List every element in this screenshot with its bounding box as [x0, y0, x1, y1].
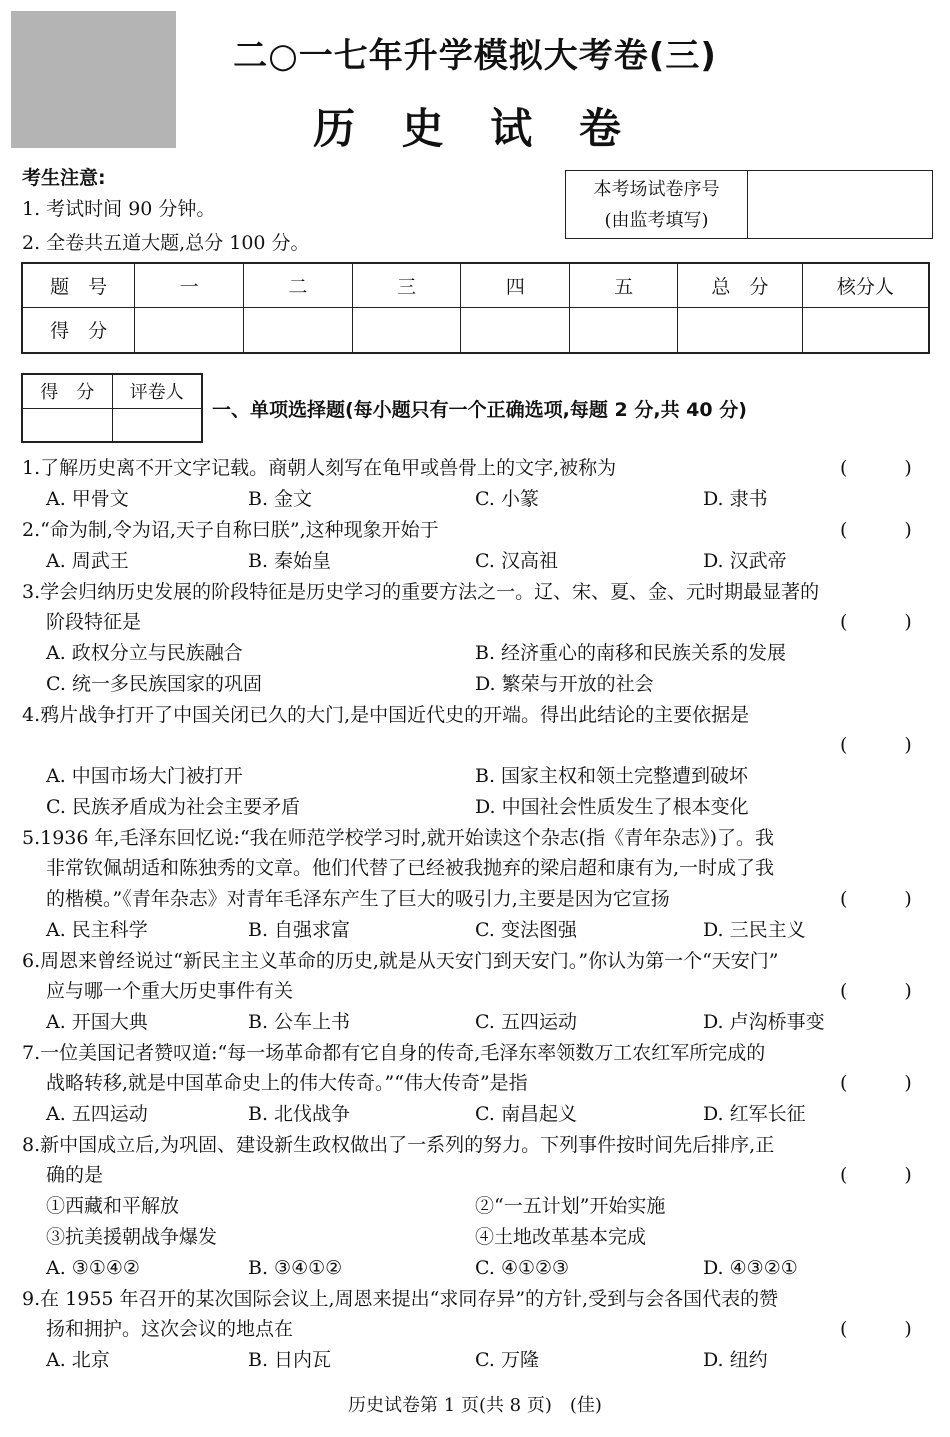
option: A. 开国大典 [46, 1011, 148, 1033]
question-text: 2.“命为制,令为诏,天子自称曰朕”,这种现象开始于 [22, 519, 439, 541]
score-header-cell: 二 [244, 263, 353, 307]
option: C. 变法图强 [475, 919, 577, 941]
option: D. ④③②① [703, 1257, 798, 1279]
answer-bracket[interactable]: ( ) [840, 980, 912, 1002]
score-header-cell: 一 [135, 263, 244, 307]
option: C. 五四运动 [475, 1011, 577, 1033]
option: B. 自强求富 [248, 919, 351, 941]
event-item: ①西藏和平解放 [46, 1195, 180, 1217]
score-summary-table [21, 262, 930, 354]
option: A. 五四运动 [46, 1103, 148, 1125]
question-text: 确的是 [46, 1164, 104, 1186]
question-text: 1.了解历史离不开文字记载。商朝人刻写在龟甲或兽骨上的文字,被称为 [22, 457, 617, 479]
option: C. 万隆 [475, 1349, 539, 1371]
question-text: 5.1936 年,毛泽东回忆说:“我在师范学校学习时,就开始读这个杂志(指《青年杂志》)了。我 [22, 827, 775, 849]
score-cell[interactable] [244, 307, 353, 353]
question-text: 6.周恩来曾经说过“新民主主义革命的历史,就是从天安门到天安门。”你认为第一个“天安门” [22, 950, 779, 972]
question-text: 的楷模。”《青年杂志》对青年毛泽东产生了巨大的吸引力,主要是因为它宣扬 [46, 888, 670, 910]
option: A. 中国市场大门被打开 [46, 765, 243, 787]
question-text: 9.在 1955 年召开的某次国际会议上,周恩来提出“求同存异”的方针,受到与会各国代表的赞 [22, 1288, 779, 1310]
score-cell[interactable] [352, 307, 461, 353]
event-item: ③抗美援朝战争爆发 [46, 1226, 218, 1248]
option: D. 卢沟桥事变 [703, 1011, 825, 1033]
option: D. 隶书 [703, 488, 768, 510]
option: A. 北京 [46, 1349, 110, 1371]
option: A. 政权分立与民族融合 [46, 642, 243, 664]
option: B. 日内瓦 [248, 1349, 332, 1371]
answer-bracket[interactable]: ( ) [840, 519, 912, 541]
question-text: 7.一位美国记者赞叹道:“每一场革命都有它自身的传奇,毛泽东率领数万工农红军所完成的 [22, 1042, 766, 1064]
score-row-label: 得 分 [22, 307, 135, 353]
option: B. 金文 [248, 488, 313, 510]
option: B. ③④①② [248, 1257, 343, 1279]
seq-number-field[interactable] [748, 171, 933, 239]
event-item: ②“一五计划”开始实施 [475, 1195, 666, 1217]
answer-bracket[interactable]: ( ) [840, 1164, 912, 1186]
option: B. 公车上书 [248, 1011, 351, 1033]
answer-bracket[interactable]: ( ) [840, 611, 912, 633]
exam-title: 二○一七年升学模拟大考卷(三) [233, 36, 717, 76]
option: B. 国家主权和领土完整遭到破坏 [475, 765, 749, 787]
score-cell[interactable] [135, 307, 244, 353]
question-text: 战略转移,就是中国革命史上的伟大传奇。”“伟大传奇”是指 [46, 1072, 528, 1094]
event-item: ④土地改革基本完成 [475, 1226, 647, 1248]
answer-bracket[interactable]: ( ) [840, 1072, 912, 1094]
seq-number-box [565, 170, 933, 239]
score-cell[interactable] [802, 307, 929, 353]
option: B. 经济重心的南移和民族关系的发展 [475, 642, 787, 664]
score-header-cell: 三 [352, 263, 461, 307]
grader-score-cell[interactable] [22, 408, 112, 442]
notice-item: 1. 考试时间 90 分钟。 [22, 198, 216, 220]
grader-table [21, 373, 203, 443]
option: A. 周武王 [46, 550, 129, 572]
option: D. 中国社会性质发生了根本变化 [475, 796, 749, 818]
answer-bracket[interactable]: ( ) [840, 888, 912, 910]
score-header-cell: 四 [461, 263, 570, 307]
score-header-cell: 五 [570, 263, 678, 307]
question-text: 非常钦佩胡适和陈独秀的文章。他们代替了已经被我抛弃的梁启超和康有为,一时成了我 [46, 857, 775, 879]
option: A. ③①④② [46, 1257, 140, 1279]
answer-bracket[interactable]: ( ) [840, 734, 912, 756]
question-text: 3.学会归纳历史发展的阶段特征是历史学习的重要方法之一。辽、宋、夏、金、元时期最显著的 [22, 581, 820, 603]
option: C. 南昌起义 [475, 1103, 577, 1125]
option: C. ④①②③ [475, 1257, 570, 1279]
option: A. 甲骨文 [46, 488, 129, 510]
answer-bracket[interactable]: ( ) [840, 457, 912, 479]
option: D. 纽约 [703, 1349, 768, 1371]
score-cell[interactable] [570, 307, 678, 353]
question-text: 8.新中国成立后,为巩固、建设新生政权做出了一系列的努力。下列事件按时间先后排序,正 [22, 1134, 775, 1156]
grader-name-label: 评卷人 [112, 374, 202, 408]
notice-heading: 考生注意: [22, 167, 106, 189]
question-text: 扬和拥护。这次会议的地点在 [46, 1318, 294, 1340]
option: A. 民主科学 [46, 919, 148, 941]
option: B. 秦始皇 [248, 550, 332, 572]
seq-label: 本考场试卷序号 (由监考填写) [566, 171, 748, 239]
option: D. 三民主义 [703, 919, 806, 941]
grader-score-label: 得 分 [22, 374, 112, 408]
option: C. 小篆 [475, 488, 539, 510]
grader-name-cell[interactable] [112, 408, 202, 442]
question-text: 4.鸦片战争打开了中国关闭已久的大门,是中国近代史的开端。得出此结论的主要依据是 [22, 704, 750, 726]
option: C. 民族矛盾成为社会主要矛盾 [46, 796, 300, 818]
notice-item: 2. 全卷共五道大题,总分 100 分。 [22, 232, 310, 254]
score-header-cell: 总 分 [677, 263, 802, 307]
option: D. 红军长征 [703, 1103, 806, 1125]
option: B. 北伐战争 [248, 1103, 351, 1125]
option: C. 汉高祖 [475, 550, 558, 572]
page-footer: 历史试卷第 1 页(共 8 页) (佳) [348, 1395, 602, 1416]
option: D. 繁荣与开放的社会 [475, 673, 654, 695]
question-text: 阶段特征是 [46, 611, 142, 633]
option: C. 统一多民族国家的巩固 [46, 673, 262, 695]
option: D. 汉武帝 [703, 550, 787, 572]
section-heading: 一、单项选择题(每小题只有一个正确选项,每题 2 分,共 40 分) [212, 399, 747, 421]
score-cell[interactable] [461, 307, 570, 353]
score-header-cell: 题 号 [22, 263, 135, 307]
subject-title: 历 史 试 卷 [313, 104, 637, 153]
answer-bracket[interactable]: ( ) [840, 1318, 912, 1340]
score-header-cell: 核分人 [802, 263, 929, 307]
question-text: 应与哪一个重大历史事件有关 [46, 980, 294, 1002]
score-cell[interactable] [677, 307, 802, 353]
